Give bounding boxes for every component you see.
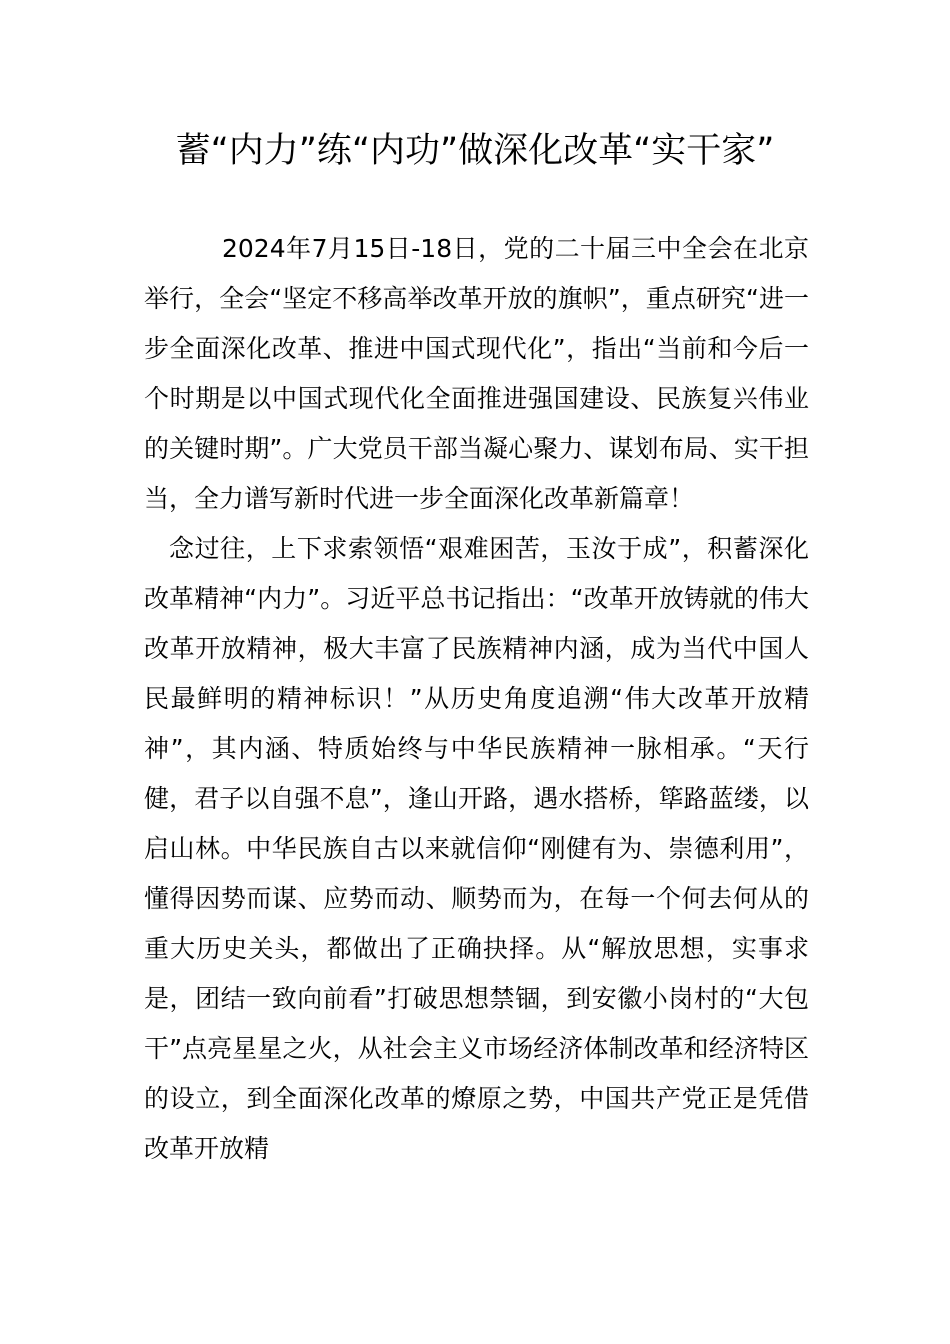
document-body [144, 224, 809, 1174]
document-title: 蓄“内力”练“内功”做深化改革“实干家” [175, 131, 775, 171]
paragraph-1: 2024年7月15日-18日，党的二十届三中全会在北京举行，全会“坚定不移高举改革开放的旗帜”，重点研究“进一步全面深化改革、推进中国式现代化”，指出“当前和今后一个时期是以中国式现代化全面推进强国建设、民族复兴伟业的关键时期”。广大党员干部当凝心聚力、谋划布局、实干担当，全力谱写新时代进一步全面深化改革新篇章！ [144, 234, 809, 513]
paragraph-2: 念过往，上下求索领悟“艰难困苦，玉汝于成”，积蓄深化改革精神“内力”。习近平总书记指出：“改革开放铸就的伟大改革开放精神，极大丰富了民族精神内涵，成为当代中国人民最鲜明的精神标识！”从历史角度追溯“伟大改革开放精神”，其内涵、特质始终与中华民族精神一脉相承。“天行健，君子以自强不息”，逢山开路，遇水搭桥，筚路蓝缕，以启山林。中华民族自古以来就信仰“刚健有为、崇德利用”，懂得因势而谋、应势而动、顺势而为，在每一个何去何从的重大历史关头，都做出了正确抉择。从“解放思想，实事求是，团结一致向前看”打破思想禁锢，到安徽小岗村的“大包干”点亮星星之火，从社会主义市场经济体制改革和经济特区的设立，到全面深化改革的燎原之势，中国共产党正是凭借改革开放精 [144, 534, 809, 1163]
